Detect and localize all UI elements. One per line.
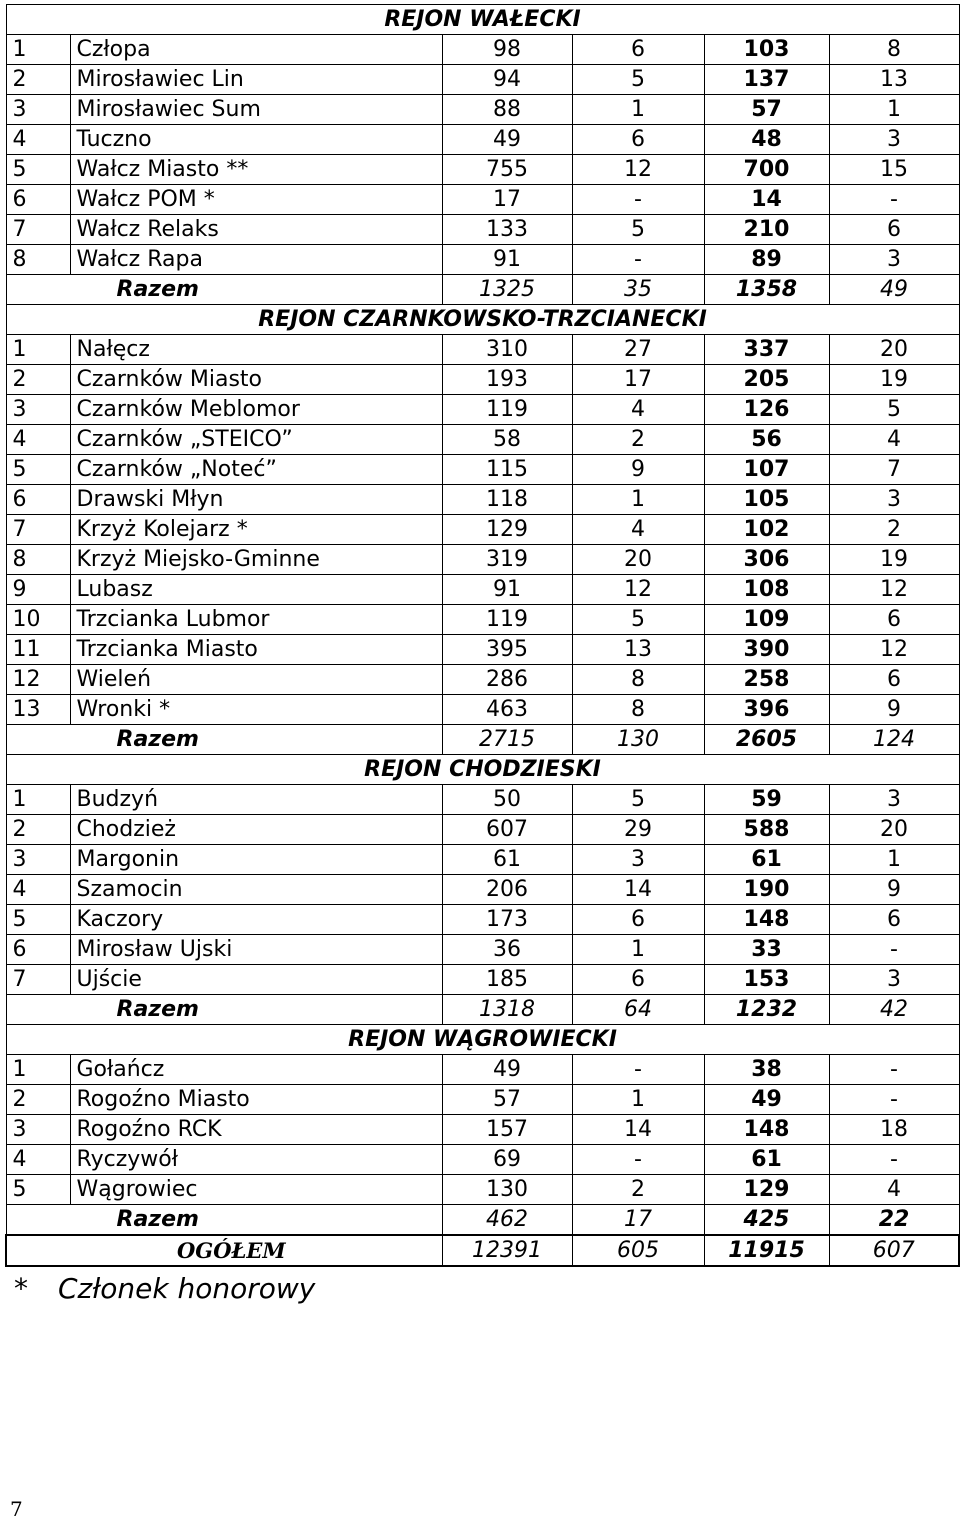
value-col-3: 105 xyxy=(704,485,829,515)
club-name: Mirosławiec Lin xyxy=(70,65,442,95)
value-col-4: 3 xyxy=(829,125,959,155)
value-col-4: 8 xyxy=(829,35,959,65)
value-col-3: 210 xyxy=(704,215,829,245)
value-col-2: 8 xyxy=(572,695,704,725)
value-col-2: 4 xyxy=(572,395,704,425)
table-row xyxy=(6,665,959,695)
row-number: 2 xyxy=(6,65,70,95)
value-col-2: 1 xyxy=(572,1085,704,1115)
sum-col-3: 1358 xyxy=(704,275,829,305)
table-row xyxy=(6,425,959,455)
row-number: 3 xyxy=(6,395,70,425)
row-number: 5 xyxy=(6,1175,70,1205)
value-col-4: 19 xyxy=(829,545,959,575)
sum-col-4: 124 xyxy=(829,725,959,755)
table-row xyxy=(6,395,959,425)
region-sum-row xyxy=(6,275,959,305)
value-col-3: 107 xyxy=(704,455,829,485)
value-col-3: 126 xyxy=(704,395,829,425)
value-col-1: 58 xyxy=(442,425,572,455)
table-row xyxy=(6,365,959,395)
value-col-2: 29 xyxy=(572,815,704,845)
row-number: 9 xyxy=(6,575,70,605)
row-number: 1 xyxy=(6,785,70,815)
value-col-1: 133 xyxy=(442,215,572,245)
value-col-3: 33 xyxy=(704,935,829,965)
value-col-4: 3 xyxy=(829,785,959,815)
table-row xyxy=(6,155,959,185)
value-col-2: 20 xyxy=(572,545,704,575)
value-col-1: 119 xyxy=(442,395,572,425)
value-col-3: 48 xyxy=(704,125,829,155)
value-col-2: 3 xyxy=(572,845,704,875)
row-number: 4 xyxy=(6,1145,70,1175)
value-col-3: 57 xyxy=(704,95,829,125)
value-col-2: - xyxy=(572,185,704,215)
row-number: 1 xyxy=(6,335,70,365)
value-col-3: 148 xyxy=(704,1115,829,1145)
region-title: REJON CHODZIESKI xyxy=(6,755,959,785)
value-col-2: 6 xyxy=(572,965,704,995)
table-row xyxy=(6,935,959,965)
sum-label: Razem xyxy=(6,275,442,305)
value-col-4: 9 xyxy=(829,875,959,905)
total-col-2: 605 xyxy=(572,1235,704,1266)
value-col-4: 3 xyxy=(829,245,959,275)
value-col-3: 148 xyxy=(704,905,829,935)
value-col-3: 61 xyxy=(704,1145,829,1175)
value-col-4: 1 xyxy=(829,95,959,125)
value-col-4: 4 xyxy=(829,425,959,455)
sum-label: Razem xyxy=(6,995,442,1025)
region-header-row xyxy=(6,5,959,35)
row-number: 6 xyxy=(6,935,70,965)
value-col-4: 5 xyxy=(829,395,959,425)
table-row xyxy=(6,455,959,485)
value-col-1: 130 xyxy=(442,1175,572,1205)
region-sum-row xyxy=(6,725,959,755)
value-col-3: 390 xyxy=(704,635,829,665)
table-row xyxy=(6,545,959,575)
value-col-3: 137 xyxy=(704,65,829,95)
row-number: 4 xyxy=(6,125,70,155)
total-col-1: 12391 xyxy=(442,1235,572,1266)
value-col-3: 61 xyxy=(704,845,829,875)
table-row xyxy=(6,785,959,815)
club-name: Lubasz xyxy=(70,575,442,605)
value-col-1: 115 xyxy=(442,455,572,485)
sum-label: Razem xyxy=(6,1205,442,1236)
value-col-4: 20 xyxy=(829,815,959,845)
value-col-1: 36 xyxy=(442,935,572,965)
value-col-4: 12 xyxy=(829,635,959,665)
total-col-3: 11915 xyxy=(704,1235,829,1266)
club-name: Mirosławiec Sum xyxy=(70,95,442,125)
value-col-4: 9 xyxy=(829,695,959,725)
sum-col-1: 2715 xyxy=(442,725,572,755)
value-col-1: 50 xyxy=(442,785,572,815)
value-col-1: 129 xyxy=(442,515,572,545)
value-col-4: 6 xyxy=(829,905,959,935)
table-row xyxy=(6,245,959,275)
value-col-3: 396 xyxy=(704,695,829,725)
club-name: Drawski Młyn xyxy=(70,485,442,515)
row-number: 6 xyxy=(6,185,70,215)
row-number: 11 xyxy=(6,635,70,665)
region-title: REJON WAŁECKI xyxy=(6,5,959,35)
table-row xyxy=(6,1055,959,1085)
value-col-1: 94 xyxy=(442,65,572,95)
value-col-3: 588 xyxy=(704,815,829,845)
value-col-3: 108 xyxy=(704,575,829,605)
value-col-2: - xyxy=(572,1055,704,1085)
value-col-4: - xyxy=(829,1055,959,1085)
value-col-1: 88 xyxy=(442,95,572,125)
value-col-2: 5 xyxy=(572,215,704,245)
row-number: 13 xyxy=(6,695,70,725)
row-number: 7 xyxy=(6,965,70,995)
footnote-mark: * xyxy=(14,1272,28,1305)
value-col-3: 306 xyxy=(704,545,829,575)
club-name: Tuczno xyxy=(70,125,442,155)
region-sum-row xyxy=(6,995,959,1025)
value-col-4: 6 xyxy=(829,215,959,245)
value-col-1: 193 xyxy=(442,365,572,395)
value-col-3: 205 xyxy=(704,365,829,395)
value-col-1: 310 xyxy=(442,335,572,365)
value-col-2: 9 xyxy=(572,455,704,485)
value-col-1: 173 xyxy=(442,905,572,935)
value-col-1: 395 xyxy=(442,635,572,665)
table-body xyxy=(6,5,959,1267)
row-number: 2 xyxy=(6,365,70,395)
value-col-4: 6 xyxy=(829,605,959,635)
total-label: OGÓŁEM xyxy=(6,1235,442,1266)
value-col-2: 14 xyxy=(572,1115,704,1145)
value-col-3: 109 xyxy=(704,605,829,635)
value-col-1: 91 xyxy=(442,245,572,275)
club-name: Wałcz POM * xyxy=(70,185,442,215)
club-name: Ryczywół xyxy=(70,1145,442,1175)
value-col-4: 15 xyxy=(829,155,959,185)
club-name: Wałcz Relaks xyxy=(70,215,442,245)
value-col-3: 258 xyxy=(704,665,829,695)
statistics-table xyxy=(5,4,960,1267)
value-col-2: 2 xyxy=(572,425,704,455)
value-col-1: 49 xyxy=(442,1055,572,1085)
row-number: 5 xyxy=(6,455,70,485)
table-row xyxy=(6,1145,959,1175)
club-name: Wałcz Rapa xyxy=(70,245,442,275)
value-col-2: 6 xyxy=(572,35,704,65)
value-col-4: 3 xyxy=(829,965,959,995)
value-col-2: 17 xyxy=(572,365,704,395)
value-col-4: 7 xyxy=(829,455,959,485)
region-title: REJON CZARNKOWSKO-TRZCIANECKI xyxy=(6,305,959,335)
footnote xyxy=(14,1272,315,1305)
club-name: Kaczory xyxy=(70,905,442,935)
row-number: 8 xyxy=(6,245,70,275)
sum-col-2: 130 xyxy=(572,725,704,755)
row-number: 3 xyxy=(6,1115,70,1145)
row-number: 8 xyxy=(6,545,70,575)
club-name: Wałcz Miasto ** xyxy=(70,155,442,185)
value-col-2: 13 xyxy=(572,635,704,665)
value-col-1: 91 xyxy=(442,575,572,605)
value-col-1: 185 xyxy=(442,965,572,995)
value-col-1: 98 xyxy=(442,35,572,65)
value-col-2: 27 xyxy=(572,335,704,365)
row-number: 5 xyxy=(6,155,70,185)
row-number: 12 xyxy=(6,665,70,695)
total-col-4: 607 xyxy=(829,1235,959,1266)
value-col-3: 153 xyxy=(704,965,829,995)
table-row xyxy=(6,965,959,995)
value-col-1: 755 xyxy=(442,155,572,185)
value-col-4: 3 xyxy=(829,485,959,515)
club-name: Trzcianka Miasto xyxy=(70,635,442,665)
value-col-1: 607 xyxy=(442,815,572,845)
value-col-2: 1 xyxy=(572,935,704,965)
value-col-1: 286 xyxy=(442,665,572,695)
value-col-1: 49 xyxy=(442,125,572,155)
table-row xyxy=(6,185,959,215)
value-col-4: 13 xyxy=(829,65,959,95)
club-name: Czarnków Miasto xyxy=(70,365,442,395)
sum-col-1: 1318 xyxy=(442,995,572,1025)
sum-col-4: 49 xyxy=(829,275,959,305)
club-name: Wągrowiec xyxy=(70,1175,442,1205)
value-col-2: 4 xyxy=(572,515,704,545)
value-col-1: 319 xyxy=(442,545,572,575)
page-number: 7 xyxy=(10,1497,23,1521)
club-name: Krzyż Miejsko-Gminne xyxy=(70,545,442,575)
value-col-2: 12 xyxy=(572,575,704,605)
value-col-3: 38 xyxy=(704,1055,829,1085)
club-name: Czarnków „Noteć” xyxy=(70,455,442,485)
sum-col-1: 1325 xyxy=(442,275,572,305)
value-col-2: 1 xyxy=(572,485,704,515)
club-name: Czarnków Meblomor xyxy=(70,395,442,425)
club-name: Rogoźno Miasto xyxy=(70,1085,442,1115)
table-row xyxy=(6,95,959,125)
sum-col-3: 2605 xyxy=(704,725,829,755)
club-name: Nałęcz xyxy=(70,335,442,365)
row-number: 2 xyxy=(6,1085,70,1115)
value-col-4: 18 xyxy=(829,1115,959,1145)
club-name: Rogoźno RCK xyxy=(70,1115,442,1145)
sum-col-2: 35 xyxy=(572,275,704,305)
value-col-3: 14 xyxy=(704,185,829,215)
table-row xyxy=(6,875,959,905)
value-col-1: 118 xyxy=(442,485,572,515)
footnote-text: Członek honorowy xyxy=(58,1272,316,1305)
table-row xyxy=(6,905,959,935)
value-col-3: 102 xyxy=(704,515,829,545)
value-col-4: 19 xyxy=(829,365,959,395)
table-row xyxy=(6,575,959,605)
region-header-row xyxy=(6,1025,959,1055)
sum-col-3: 1232 xyxy=(704,995,829,1025)
row-number: 3 xyxy=(6,845,70,875)
value-col-2: 1 xyxy=(572,95,704,125)
table-row xyxy=(6,1175,959,1205)
row-number: 2 xyxy=(6,815,70,845)
value-col-4: 4 xyxy=(829,1175,959,1205)
row-number: 6 xyxy=(6,485,70,515)
value-col-1: 206 xyxy=(442,875,572,905)
club-name: Człopa xyxy=(70,35,442,65)
table-row xyxy=(6,65,959,95)
value-col-1: 157 xyxy=(442,1115,572,1145)
club-name: Gołańcz xyxy=(70,1055,442,1085)
sum-col-2: 64 xyxy=(572,995,704,1025)
value-col-2: - xyxy=(572,245,704,275)
club-name: Wieleń xyxy=(70,665,442,695)
club-name: Budzyń xyxy=(70,785,442,815)
sum-col-4: 42 xyxy=(829,995,959,1025)
table-row xyxy=(6,1085,959,1115)
value-col-3: 700 xyxy=(704,155,829,185)
grand-total-row xyxy=(6,1235,959,1266)
value-col-2: 5 xyxy=(572,65,704,95)
row-number: 4 xyxy=(6,875,70,905)
value-col-2: 6 xyxy=(572,125,704,155)
table-row xyxy=(6,1115,959,1145)
value-col-1: 69 xyxy=(442,1145,572,1175)
value-col-1: 119 xyxy=(442,605,572,635)
row-number: 1 xyxy=(6,1055,70,1085)
table-row xyxy=(6,605,959,635)
value-col-3: 49 xyxy=(704,1085,829,1115)
value-col-2: 6 xyxy=(572,905,704,935)
value-col-4: 20 xyxy=(829,335,959,365)
value-col-3: 337 xyxy=(704,335,829,365)
club-name: Ujście xyxy=(70,965,442,995)
club-name: Mirosław Ujski xyxy=(70,935,442,965)
value-col-2: 8 xyxy=(572,665,704,695)
sum-col-4: 22 xyxy=(829,1205,959,1236)
value-col-2: - xyxy=(572,1145,704,1175)
club-name: Chodzież xyxy=(70,815,442,845)
row-number: 7 xyxy=(6,215,70,245)
row-number: 3 xyxy=(6,95,70,125)
club-name: Wronki * xyxy=(70,695,442,725)
row-number: 1 xyxy=(6,35,70,65)
row-number: 4 xyxy=(6,425,70,455)
value-col-2: 5 xyxy=(572,605,704,635)
table-row xyxy=(6,215,959,245)
table-row xyxy=(6,815,959,845)
table-row xyxy=(6,845,959,875)
value-col-3: 129 xyxy=(704,1175,829,1205)
row-number: 5 xyxy=(6,905,70,935)
sum-col-2: 17 xyxy=(572,1205,704,1236)
value-col-4: 1 xyxy=(829,845,959,875)
table-row xyxy=(6,515,959,545)
club-name: Krzyż Kolejarz * xyxy=(70,515,442,545)
value-col-4: 12 xyxy=(829,575,959,605)
value-col-3: 103 xyxy=(704,35,829,65)
value-col-4: - xyxy=(829,1085,959,1115)
value-col-3: 190 xyxy=(704,875,829,905)
club-name: Margonin xyxy=(70,845,442,875)
value-col-1: 463 xyxy=(442,695,572,725)
row-number: 10 xyxy=(6,605,70,635)
club-name: Szamocin xyxy=(70,875,442,905)
value-col-4: - xyxy=(829,935,959,965)
value-col-3: 89 xyxy=(704,245,829,275)
value-col-2: 12 xyxy=(572,155,704,185)
row-number: 7 xyxy=(6,515,70,545)
table-row xyxy=(6,125,959,155)
value-col-3: 59 xyxy=(704,785,829,815)
sum-label: Razem xyxy=(6,725,442,755)
table-row xyxy=(6,695,959,725)
value-col-1: 61 xyxy=(442,845,572,875)
value-col-2: 14 xyxy=(572,875,704,905)
value-col-4: - xyxy=(829,1145,959,1175)
sum-col-1: 462 xyxy=(442,1205,572,1236)
value-col-1: 57 xyxy=(442,1085,572,1115)
value-col-2: 5 xyxy=(572,785,704,815)
value-col-2: 2 xyxy=(572,1175,704,1205)
region-header-row xyxy=(6,305,959,335)
club-name: Trzcianka Lubmor xyxy=(70,605,442,635)
club-name: Czarnków „STEICO” xyxy=(70,425,442,455)
region-header-row xyxy=(6,755,959,785)
value-col-3: 56 xyxy=(704,425,829,455)
table-row xyxy=(6,485,959,515)
value-col-4: 6 xyxy=(829,665,959,695)
table-row xyxy=(6,635,959,665)
table-row xyxy=(6,35,959,65)
region-sum-row xyxy=(6,1205,959,1236)
value-col-4: - xyxy=(829,185,959,215)
table-row xyxy=(6,335,959,365)
value-col-1: 17 xyxy=(442,185,572,215)
sum-col-3: 425 xyxy=(704,1205,829,1236)
region-title: REJON WĄGROWIECKI xyxy=(6,1025,959,1055)
value-col-4: 2 xyxy=(829,515,959,545)
